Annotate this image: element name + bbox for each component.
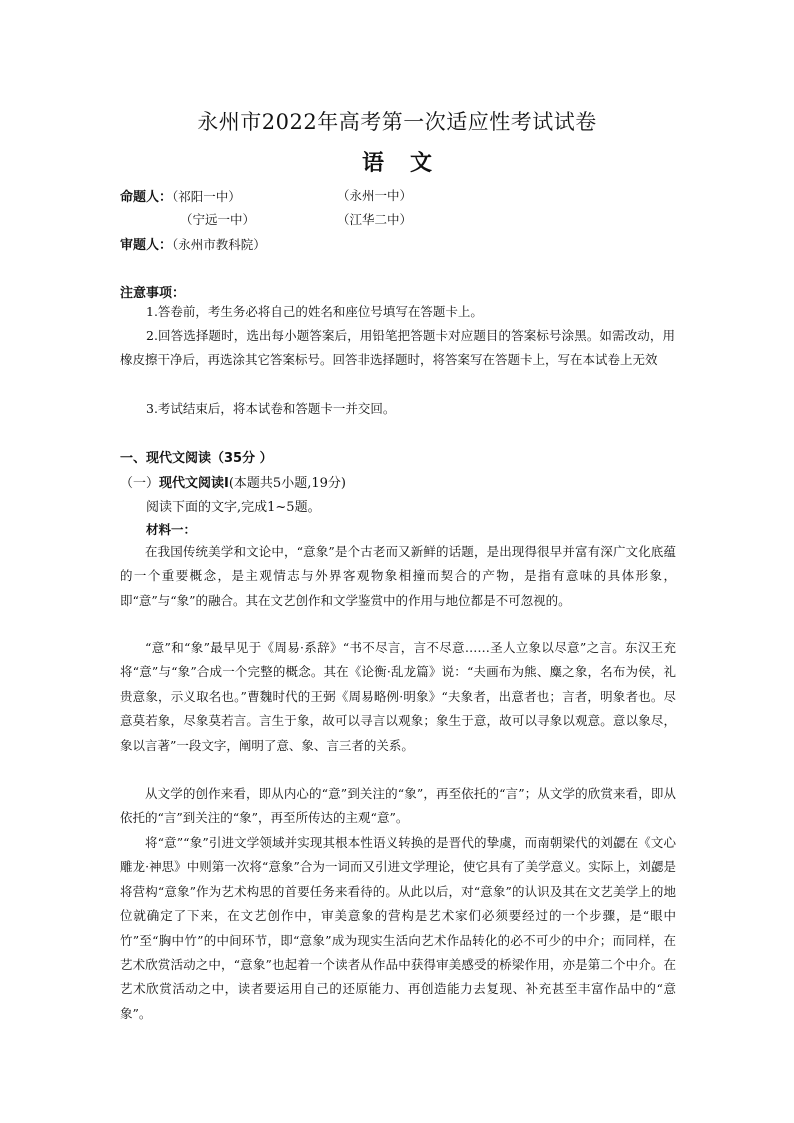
paragraph-2: “意”和“象”最早见于《周易·系辞》“书不尽言，言不尽意……圣人立象以尽意”之言。东汉王充将“意”与“象”合成一个完整的概念。其在《论衡·乱龙篇》说：“夫画布为熊、麋之象，名布为侯，礼贵意象，示义取名也。”曹魏时代的王弼《周易略例·明象》“夫象者，出意者也；言者，明象者也。尽意莫若象，尽象莫若言。言生于象，故可以寻言以观象；象生于意，故可以寻象以观意。意以象尽，象以言著”一段文字，阐明了意、象、言三者的关系。 xyxy=(120,640,676,753)
paragraph-4: 将“意”“象”引进文学领域并实现其根本性语义转换的是晋代的挚虞，而南朝梁代的刘勰在《文心雕龙·神思》中则第一次将“意象”合为一词而又引进文学理论，使它具有了美学意义。实际上，刘勰是将营构“意象”作为艺术构思的首要任务来看待的。从此以后，对“意象”的认识及其在文艺美学上的地位就确定了下来，在文艺创作中，审美意象的营构是艺术家们必须要经过的一个步骤，是“眼中竹”至“胸中竹”的中间环节，即“意象”成为现实生活向艺术作品转化的必不可少的中介；而同样，在艺术欣赏活动之中，“意象”也起着一个读者从作品中获得审美感受的桥梁作用，亦是第二个中介。在艺术欣赏活动之中，读者要运用自己的还原能力、再创造能力去复现、补充甚至丰富作品中的“意象”。 xyxy=(120,835,676,1021)
subject-title: 语文 xyxy=(361,150,458,176)
note-item-3: 3.考试结束后，将本试卷和答题卡一并交回。 xyxy=(146,401,396,416)
reading-instruction: 阅读下面的文字,完成1~5题。 xyxy=(146,500,321,515)
subsection-name: 现代文阅读Ⅰ xyxy=(159,476,229,491)
setter-2: （永州一中） xyxy=(337,188,413,203)
exam-title: 永州市2022年高考第一次适应性考试试卷 xyxy=(197,110,597,134)
reviewer-row xyxy=(120,234,266,253)
reviewer: （永州市教科院） xyxy=(172,237,266,252)
section-title: 一、现代文阅读（35分 ） xyxy=(120,451,273,466)
paragraph-3: 从文学的创作来看，即从内心的“意”到关注的“象”，再至依托的“言”；从文学的欣赏来看，即从依托的“言”到关注的“象”，再至所传达的主观“意”。 xyxy=(120,786,676,826)
material-title: 材料一： xyxy=(146,522,197,537)
subsection-prefix: （一） xyxy=(120,476,160,491)
note-item-1: 1.答卷前，考生务必将自己的姓名和座位号填写在答题卡上。 xyxy=(146,304,483,319)
subsection-title xyxy=(120,472,346,491)
reviewer-label: 审题人： xyxy=(120,238,173,253)
setter-4: （江华二中） xyxy=(337,212,413,227)
setter-1: （祁阳一中） xyxy=(172,189,241,204)
setter-3: （宁远一中） xyxy=(180,212,256,227)
subsection-rest: (本题共5小题,19分) xyxy=(228,476,346,491)
setter-row-1 xyxy=(120,186,241,205)
note-item-2: 2.回答选择题时，选出每小题答案后，用铅笔把答题卡对应题目的答案标号涂黑。如需改动，用橡皮擦干净后，再选涂其它答案标号。回答非选择题时，将答案写在答题卡上，写在本试卷上无效 xyxy=(120,328,675,367)
notes-title: 注意事项： xyxy=(120,286,186,301)
setter-label: 命题人： xyxy=(120,190,173,205)
paragraph-1: 在我国传统美学和文论中，“意象”是个古老而又新鲜的话题，是出现得很早并富有深广文化底蕴的一个重要概念，是主观情志与外界客观物象相撞而契合的产物，是指有意味的具体形象，即“意”与“象”的融合。其在文艺创作和文学鉴赏中的作用与地位都是不可忽视的。 xyxy=(120,544,676,608)
